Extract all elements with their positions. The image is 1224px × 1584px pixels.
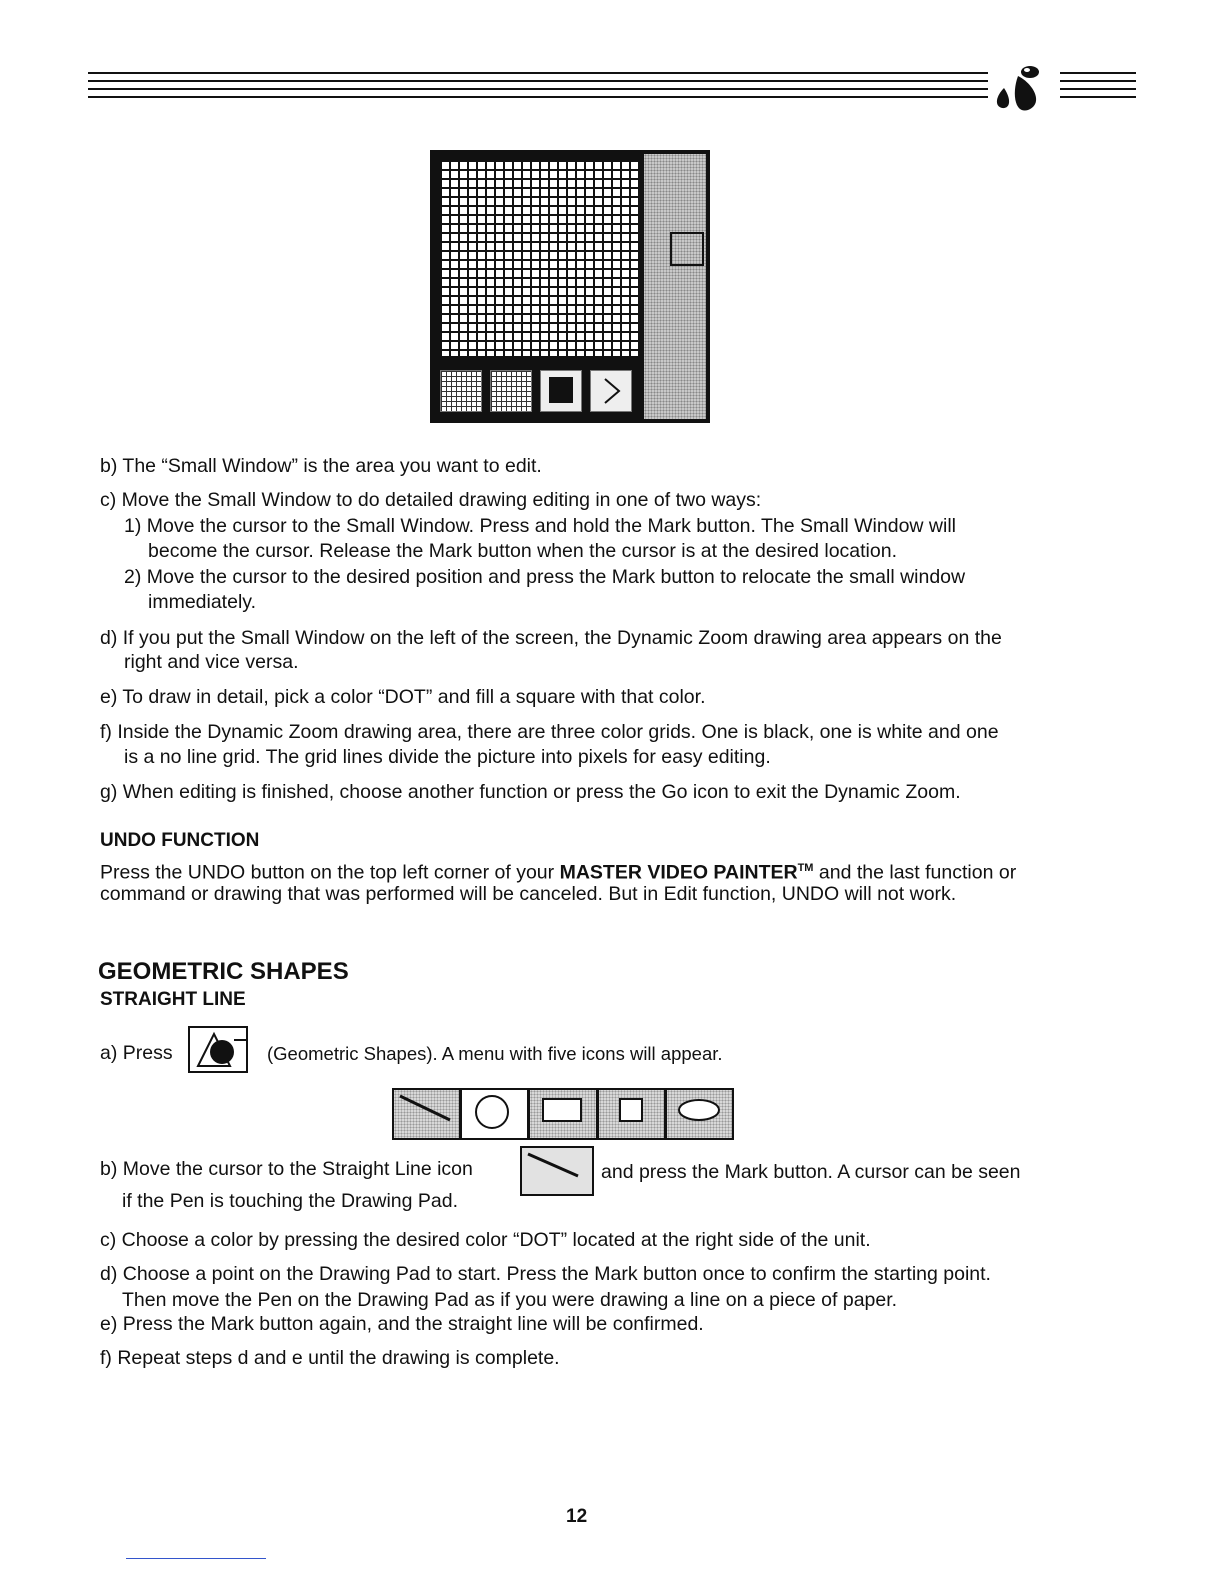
straight-line-icon[interactable]: [394, 1090, 459, 1138]
straight-line-icon-inline[interactable]: [520, 1146, 596, 1198]
geometric-heading: GEOMETRIC SHAPES: [98, 958, 349, 985]
step-d-cont: right and vice versa.: [124, 651, 299, 673]
step-d: d) If you put the Small Window on the left of the screen, the Dynamic Zoom drawing area appears on the: [100, 627, 1002, 649]
undo-text-end: and the last function or: [813, 861, 1017, 884]
undo-heading: UNDO FUNCTION: [100, 830, 260, 851]
step-c1: 1) Move the cursor to the Small Window. Press and hold the Mark button. The Small Window will: [124, 515, 956, 537]
step-c2-cont: immediately.: [148, 591, 257, 613]
trademark: TM: [797, 862, 814, 874]
step-c: c) Move the Small Window to do detailed drawing editing in one of two ways:: [100, 489, 762, 511]
step-f: f) Inside the Dynamic Zoom drawing area, there are three color grids. One is black, one is white and one: [100, 721, 999, 743]
dynamic-zoom-figure: [430, 150, 710, 423]
footer-line: [126, 1558, 266, 1559]
step-d-geo: d) Choose a point on the Drawing Pad to start. Press the Mark button once to confirm the starting point.: [100, 1263, 991, 1285]
undo-text: Press the UNDO button on the top left corner of your: [100, 861, 560, 884]
overview-panel: [644, 154, 706, 419]
straight-line-heading: STRAIGHT LINE: [100, 989, 246, 1010]
step-b-geo-cont: if the Pen is touching the Drawing Pad.: [122, 1190, 459, 1212]
circle-icon[interactable]: [462, 1090, 527, 1138]
zoom-grid: [440, 160, 638, 356]
step-f-geo: f) Repeat steps d and e until the drawing is complete.: [100, 1347, 560, 1369]
step-d-geo-cont: Then move the Pen on the Drawing Pad as if you were drawing a line on a piece of paper.: [122, 1289, 898, 1311]
paint-drops-icon: [990, 62, 1056, 116]
square-icon[interactable]: [599, 1090, 664, 1138]
step-f-cont: is a no line grid. The grid lines divide the picture into pixels for easy editing.: [124, 746, 771, 768]
small-window[interactable]: [670, 232, 704, 266]
rectangle-icon[interactable]: [530, 1090, 595, 1138]
step-e-geo: e) Press the Mark button again, and the straight line will be confirmed.: [100, 1313, 704, 1335]
step-c-geo: c) Choose a color by pressing the desired color “DOT” located at the right side of the unit.: [100, 1229, 871, 1251]
brand-name: MASTER VIDEO PAINTER: [559, 861, 798, 884]
step-c2: 2) Move the cursor to the desired position and press the Mark button to relocate the small window: [124, 566, 966, 588]
step-b-geo-end: and press the Mark button. A cursor can be seen: [601, 1161, 1021, 1183]
shapes-menu: [392, 1088, 734, 1140]
undo-paragraph-line2: command or drawing that was performed will be canceled. But in Edit function, UNDO will not work.: [100, 883, 957, 905]
step-e: e) To draw in detail, pick a color “DOT” and fill a square with that color.: [100, 686, 706, 708]
step-g: g) When editing is finished, choose another function or press the Go icon to exit the Dynamic Zoom.: [100, 781, 961, 803]
step-c1-cont: become the cursor. Release the Mark button when the cursor is at the desired location.: [148, 540, 897, 562]
no-line-grid-icon[interactable]: [540, 370, 582, 412]
step-b-geo: b) Move the cursor to the Straight Line icon: [100, 1158, 473, 1180]
black-grid-icon[interactable]: [440, 370, 482, 412]
white-grid-icon[interactable]: [490, 370, 532, 412]
geometric-shapes-icon[interactable]: [188, 1026, 250, 1074]
step-a-press: a) Press: [100, 1042, 173, 1064]
step-a-text: (Geometric Shapes). A menu with five icons will appear.: [267, 1043, 723, 1064]
go-icon[interactable]: [590, 370, 632, 412]
ellipse-icon[interactable]: [667, 1090, 732, 1138]
step-b: b) The “Small Window” is the area you want to edit.: [100, 455, 542, 477]
page-number: 12: [566, 1506, 588, 1527]
